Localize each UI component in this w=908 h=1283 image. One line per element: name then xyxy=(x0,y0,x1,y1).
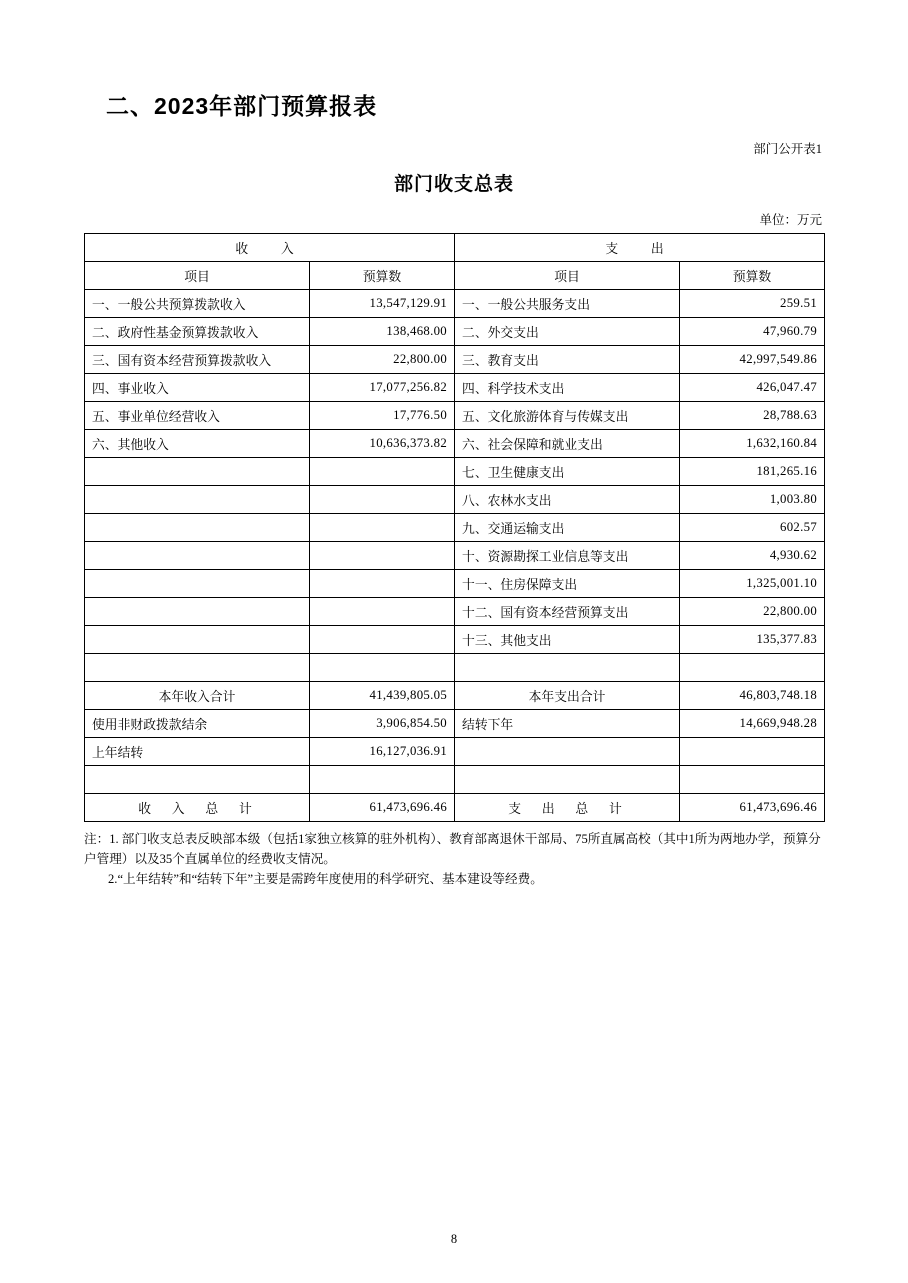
table-title: 部门收支总表 xyxy=(393,174,514,195)
table-row xyxy=(85,318,825,346)
expense-item-label: 二、外交支出 xyxy=(455,318,680,346)
expense-item-label xyxy=(455,654,680,682)
header-income-amount: 预算数 xyxy=(310,262,455,290)
income-item-amount: 22,800.00 xyxy=(310,346,455,374)
table-summary-row xyxy=(85,682,825,710)
summary-income-amount: 41,439,805.05 xyxy=(310,682,455,710)
total-expense-amount: 61,473,696.46 xyxy=(680,794,825,822)
expense-item-amount xyxy=(680,654,825,682)
unit-label: 单位：万元 xyxy=(759,213,822,227)
table-total-row xyxy=(85,794,825,822)
expense-item-amount: 1,325,001.10 xyxy=(680,570,825,598)
summary-expense-amount xyxy=(680,766,825,794)
expense-item-label: 七、卫生健康支出 xyxy=(455,458,680,486)
expense-item-amount: 42,997,549.86 xyxy=(680,346,825,374)
summary-income-amount xyxy=(310,766,455,794)
income-item-amount xyxy=(310,458,455,486)
summary-income-amount: 16,127,036.91 xyxy=(310,738,455,766)
summary-expense-label xyxy=(455,766,680,794)
income-item-label: 一、一般公共预算拨款收入 xyxy=(85,290,310,318)
expense-item-label: 六、社会保障和就业支出 xyxy=(455,430,680,458)
expense-item-label: 四、科学技术支出 xyxy=(455,374,680,402)
header-income-item: 项目 xyxy=(85,262,310,290)
note-line-1: 注：1. 部门收支总表反映部本级（包括1家独立核算的驻外机构）、教育部离退休干部局、75所直属高校（其中1所为两地办学，预算分 xyxy=(84,832,821,846)
table-row xyxy=(85,626,825,654)
income-item-label: 四、事业收入 xyxy=(85,374,310,402)
expense-item-amount: 1,632,160.84 xyxy=(680,430,825,458)
table-row xyxy=(85,654,825,682)
expense-item-label: 三、教育支出 xyxy=(455,346,680,374)
table-row xyxy=(85,598,825,626)
income-item-label xyxy=(85,458,310,486)
table-row xyxy=(85,290,825,318)
income-item-label xyxy=(85,486,310,514)
expense-item-amount: 4,930.62 xyxy=(680,542,825,570)
income-item-amount: 13,547,129.91 xyxy=(310,290,455,318)
summary-income-label: 使用非财政拨款结余 xyxy=(85,710,310,738)
expense-item-label: 十二、国有资本经营预算支出 xyxy=(455,598,680,626)
income-item-label xyxy=(85,514,310,542)
income-item-amount xyxy=(310,654,455,682)
table-row xyxy=(85,402,825,430)
note-line-1b: 户管理）以及35个直属单位的经费收支情况。 xyxy=(84,852,336,867)
income-item-label xyxy=(85,626,310,654)
expense-item-label: 十一、住房保障支出 xyxy=(455,570,680,598)
summary-expense-label: 结转下年 xyxy=(455,710,680,738)
table-row xyxy=(85,542,825,570)
income-item-amount: 10,636,373.82 xyxy=(310,430,455,458)
income-item-label xyxy=(85,570,310,598)
income-item-amount xyxy=(310,626,455,654)
income-item-amount: 17,077,256.82 xyxy=(310,374,455,402)
income-item-label: 二、政府性基金预算拨款收入 xyxy=(85,318,310,346)
table-row xyxy=(85,374,825,402)
table-row xyxy=(85,430,825,458)
income-item-label xyxy=(85,654,310,682)
summary-expense-amount: 14,669,948.28 xyxy=(680,710,825,738)
income-item-amount xyxy=(310,542,455,570)
page-content xyxy=(84,0,824,889)
expense-item-amount: 181,265.16 xyxy=(680,458,825,486)
table-row xyxy=(85,346,825,374)
income-item-amount xyxy=(310,514,455,542)
table-number-label: 部门公开表1 xyxy=(753,142,822,156)
expense-item-amount: 22,800.00 xyxy=(680,598,825,626)
expense-item-label: 十、资源勘探工业信息等支出 xyxy=(455,542,680,570)
income-item-label: 六、其他收入 xyxy=(85,430,310,458)
header-expense-item: 项目 xyxy=(455,262,680,290)
page-number: 8 xyxy=(450,1232,458,1246)
budget-table xyxy=(84,233,825,822)
header-income-group: 收 入 xyxy=(85,234,455,262)
expense-item-label: 八、农林水支出 xyxy=(455,486,680,514)
header-expense-group: 支 出 xyxy=(455,234,825,262)
expense-item-amount: 28,788.63 xyxy=(680,402,825,430)
expense-item-label: 一、一般公共服务支出 xyxy=(455,290,680,318)
income-item-label: 五、事业单位经营收入 xyxy=(85,402,310,430)
table-summary-row xyxy=(85,710,825,738)
table-row xyxy=(85,486,825,514)
summary-expense-amount xyxy=(680,738,825,766)
summary-expense-label: 本年支出合计 xyxy=(455,682,680,710)
page-title: 二、2023年部门预算报表 xyxy=(106,93,378,119)
income-item-amount xyxy=(310,598,455,626)
income-item-amount: 17,776.50 xyxy=(310,402,455,430)
income-item-label: 三、国有资本经营预算拨款收入 xyxy=(85,346,310,374)
summary-income-label: 上年结转 xyxy=(85,738,310,766)
table-row xyxy=(85,570,825,598)
expense-item-amount: 47,960.79 xyxy=(680,318,825,346)
table-summary-row xyxy=(85,766,825,794)
table-group-header-row xyxy=(85,234,825,262)
table-notes xyxy=(84,829,824,889)
income-item-label xyxy=(85,598,310,626)
summary-expense-amount: 46,803,748.18 xyxy=(680,682,825,710)
summary-expense-label xyxy=(455,738,680,766)
table-row xyxy=(85,514,825,542)
summary-income-label xyxy=(85,766,310,794)
income-item-label xyxy=(85,542,310,570)
expense-item-label: 五、文化旅游体育与传媒支出 xyxy=(455,402,680,430)
income-item-amount: 138,468.00 xyxy=(310,318,455,346)
income-item-amount xyxy=(310,486,455,514)
expense-item-amount: 135,377.83 xyxy=(680,626,825,654)
table-row xyxy=(85,458,825,486)
expense-item-amount: 1,003.80 xyxy=(680,486,825,514)
total-income-amount: 61,473,696.46 xyxy=(310,794,455,822)
summary-income-amount: 3,906,854.50 xyxy=(310,710,455,738)
table-summary-row xyxy=(85,738,825,766)
income-item-amount xyxy=(310,570,455,598)
expense-item-label: 九、交通运输支出 xyxy=(455,514,680,542)
header-expense-amount: 预算数 xyxy=(680,262,825,290)
expense-item-amount: 426,047.47 xyxy=(680,374,825,402)
expense-item-amount: 602.57 xyxy=(680,514,825,542)
expense-item-label: 十三、其他支出 xyxy=(455,626,680,654)
summary-income-label: 本年收入合计 xyxy=(85,682,310,710)
note-line-2: 2.“上年结转”和“结转下年”主要是需跨年度使用的科学研究、基本建设等经费。 xyxy=(108,872,543,887)
total-income-label: 收 入 总 计 xyxy=(85,794,310,822)
total-expense-label: 支 出 总 计 xyxy=(455,794,680,822)
expense-item-amount: 259.51 xyxy=(680,290,825,318)
table-column-header-row xyxy=(85,262,825,290)
